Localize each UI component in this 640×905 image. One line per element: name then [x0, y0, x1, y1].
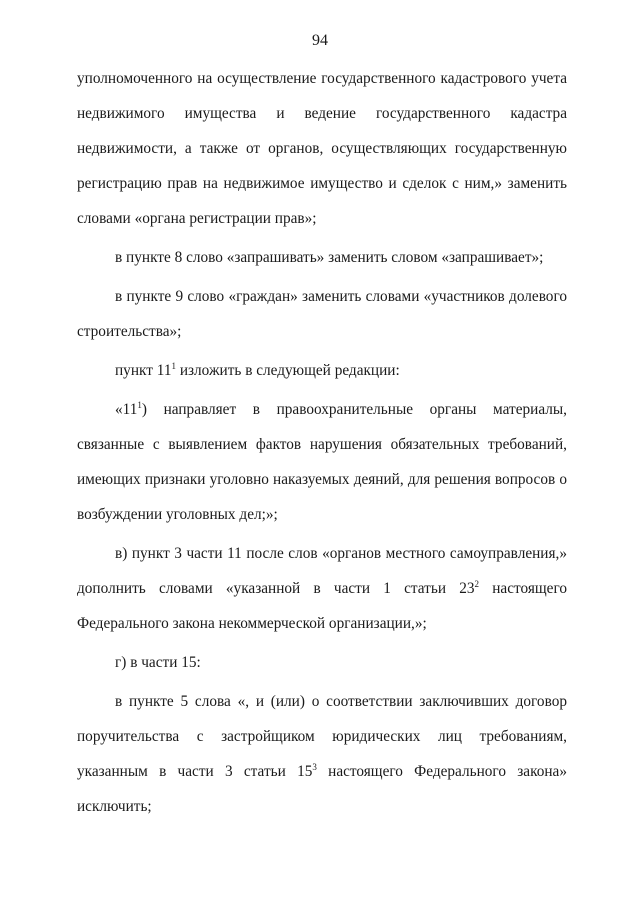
- text-line: имеющих признаки уголовно наказуемых деяний, для решения вопросов о: [77, 471, 567, 488]
- text-line: [77, 571, 567, 606]
- text-line: в пункте 9 слово «граждан» заменить словами «участников долевого: [115, 288, 567, 305]
- text-line: уполномоченного на осуществление государственного кадастрового учета: [77, 70, 567, 87]
- text-line: связанные с выявлением фактов нарушения обязательных требований,: [77, 436, 567, 453]
- text-line: исключить;: [77, 798, 152, 815]
- text-line: г) в части 15:: [115, 654, 201, 671]
- text-fragment: настоящего Федерального закона»: [316, 763, 567, 780]
- superscript: 3: [312, 762, 317, 772]
- paragraph: [77, 536, 567, 641]
- paragraph: [77, 684, 567, 824]
- paragraph: [77, 279, 567, 349]
- text-fragment: изложить в следующей редакции:: [176, 362, 400, 379]
- text-line: [77, 392, 567, 427]
- text-line: словами «органа регистрации прав»;: [77, 210, 317, 227]
- paragraph: [77, 392, 567, 532]
- text-fragment: пункт 11: [115, 362, 172, 379]
- paragraph: [77, 240, 567, 275]
- text-line: [77, 353, 567, 388]
- document-body: [77, 61, 567, 824]
- paragraph: [77, 353, 567, 388]
- text-fragment: ) направляет в правоохранительные органы материалы,: [141, 401, 567, 418]
- text-line: недвижимости, а также от органов, осуществляющих государственную: [77, 140, 567, 157]
- text-line: поручительства с застройщиком юридических лиц требованиям,: [77, 728, 567, 745]
- text-line: регистрацию прав на недвижимое имущество и сделок с ним,» заменить: [77, 175, 567, 192]
- page-number: 94: [312, 32, 328, 49]
- superscript: 1: [137, 400, 142, 410]
- text-line: Федерального закона некоммерческой организации,»;: [77, 615, 427, 632]
- paragraph: [77, 61, 567, 236]
- text-line: недвижимого имущества и ведение государственного кадастра: [77, 105, 567, 122]
- text-fragment: дополнить словами «указанной в части 1 статьи 23: [77, 580, 475, 597]
- text-line: возбуждении уголовных дел;»;: [77, 506, 278, 523]
- text-fragment: «11: [115, 401, 138, 418]
- paragraph: [77, 645, 567, 680]
- text-fragment: указанным в части 3 статьи 15: [77, 763, 313, 780]
- text-line: в пункте 8 слово «запрашивать» заменить словом «запрашивает»;: [115, 249, 544, 266]
- superscript: 2: [474, 579, 480, 589]
- superscript: 1: [171, 361, 176, 371]
- text-line: [77, 754, 567, 789]
- text-line: строительства»;: [77, 323, 182, 340]
- text-line: в пункте 5 слова «, и (или) о соответствии заключивших договор: [115, 693, 567, 710]
- text-fragment: настоящего: [479, 580, 567, 597]
- text-line: в) пункт 3 части 11 после слов «органов местного самоуправления,»: [115, 545, 567, 562]
